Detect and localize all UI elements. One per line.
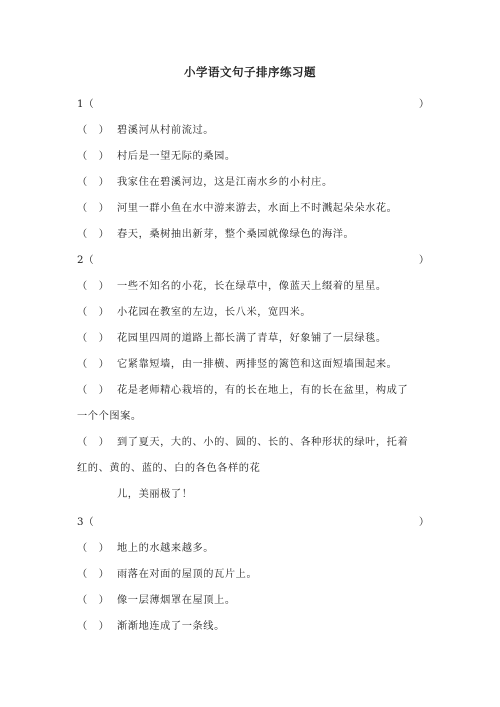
answer-blank[interactable]: （ ）	[77, 333, 110, 344]
answer-blank[interactable]: （ ）	[77, 437, 110, 448]
sentence-item	[77, 433, 408, 448]
answer-blank[interactable]: （ ）	[77, 307, 110, 318]
sentence-text: 村后是一望无际的桑园。	[117, 151, 236, 162]
answer-paren-close: ）	[418, 99, 429, 110]
answer-blank[interactable]: （ ）	[77, 595, 110, 606]
sentence-item	[77, 381, 408, 396]
sentence-text: 花是老师精心栽培的，有的长在地上，有的长在盆里，构成了	[117, 385, 409, 396]
sentence-item	[77, 329, 387, 344]
sentence-item	[77, 591, 236, 606]
page-title: 小学语文句子排序练习题	[184, 65, 316, 79]
sentence-item	[77, 199, 397, 214]
answer-blank[interactable]: （ ）	[77, 281, 110, 292]
sentence-continuation: 一个个图案。	[77, 411, 142, 422]
question-number: 3（	[77, 517, 94, 528]
answer-blank[interactable]: （ ）	[77, 385, 110, 396]
answer-blank[interactable]: （ ）	[77, 151, 110, 162]
sentence-item	[77, 225, 354, 240]
sentence-text: 碧溪河从村前流过。	[117, 125, 215, 136]
sentence-text: 地上的水越来越多。	[117, 543, 215, 554]
sentence-continuation: 红的、黄的、蓝的、白的各色各样的花	[77, 463, 261, 474]
sentence-text: 我家住在碧溪河边，这是江南水乡的小村庄。	[117, 177, 333, 188]
sentence-text: 春天，桑树抽出新芽，整个桑园就像绿色的海洋。	[117, 229, 355, 240]
sentence-text: 渐渐地连成了一条线。	[117, 621, 225, 632]
sentence-continuation: 儿，美丽极了！	[117, 489, 193, 500]
sentence-text: 像一层薄烟罩在屋顶上。	[117, 595, 236, 606]
answer-blank[interactable]: （ ）	[77, 203, 110, 214]
answer-blank[interactable]: （ ）	[77, 177, 110, 188]
sentence-item	[77, 303, 311, 318]
sentence-text: 到了夏天，大的、小的、圆的、长的、各种形状的绿叶，托着	[117, 437, 409, 448]
sentence-text: 小花园在教室的左边，长八米，宽四米。	[117, 307, 312, 318]
sentence-item	[77, 355, 397, 370]
sentence-text: 一些不知名的小花，长在绿草中，像蓝天上缀着的星星。	[117, 281, 387, 292]
answer-blank[interactable]: （ ）	[77, 621, 110, 632]
answer-paren-close: ）	[418, 255, 429, 266]
sentence-item	[77, 539, 214, 554]
sentence-text: 雨落在对面的屋顶的瓦片上。	[117, 569, 258, 580]
answer-blank[interactable]: （ ）	[77, 543, 110, 554]
question-number: 1（	[77, 99, 94, 110]
sentence-item	[77, 173, 333, 188]
sentence-item	[77, 147, 236, 162]
answer-paren-close: ）	[418, 517, 429, 528]
sentence-item	[77, 277, 387, 292]
sentence-item	[77, 121, 214, 136]
sentence-text: 河里一群小鱼在水中游来游去，水面上不时溅起朵朵水花。	[117, 203, 398, 214]
sentence-text: 它紧靠短墙，由一排横、两排竖的篱笆和这面短墙围起来。	[117, 359, 398, 370]
sentence-item	[77, 565, 257, 580]
answer-blank[interactable]: （ ）	[77, 229, 110, 240]
question-number: 2（	[77, 255, 94, 266]
answer-blank[interactable]: （ ）	[77, 569, 110, 580]
answer-blank[interactable]: （ ）	[77, 125, 110, 136]
sentence-item	[77, 617, 225, 632]
sentence-text: 花园里四周的道路上都长满了青草，好象铺了一层绿毯。	[117, 333, 387, 344]
answer-blank[interactable]: （ ）	[77, 359, 110, 370]
